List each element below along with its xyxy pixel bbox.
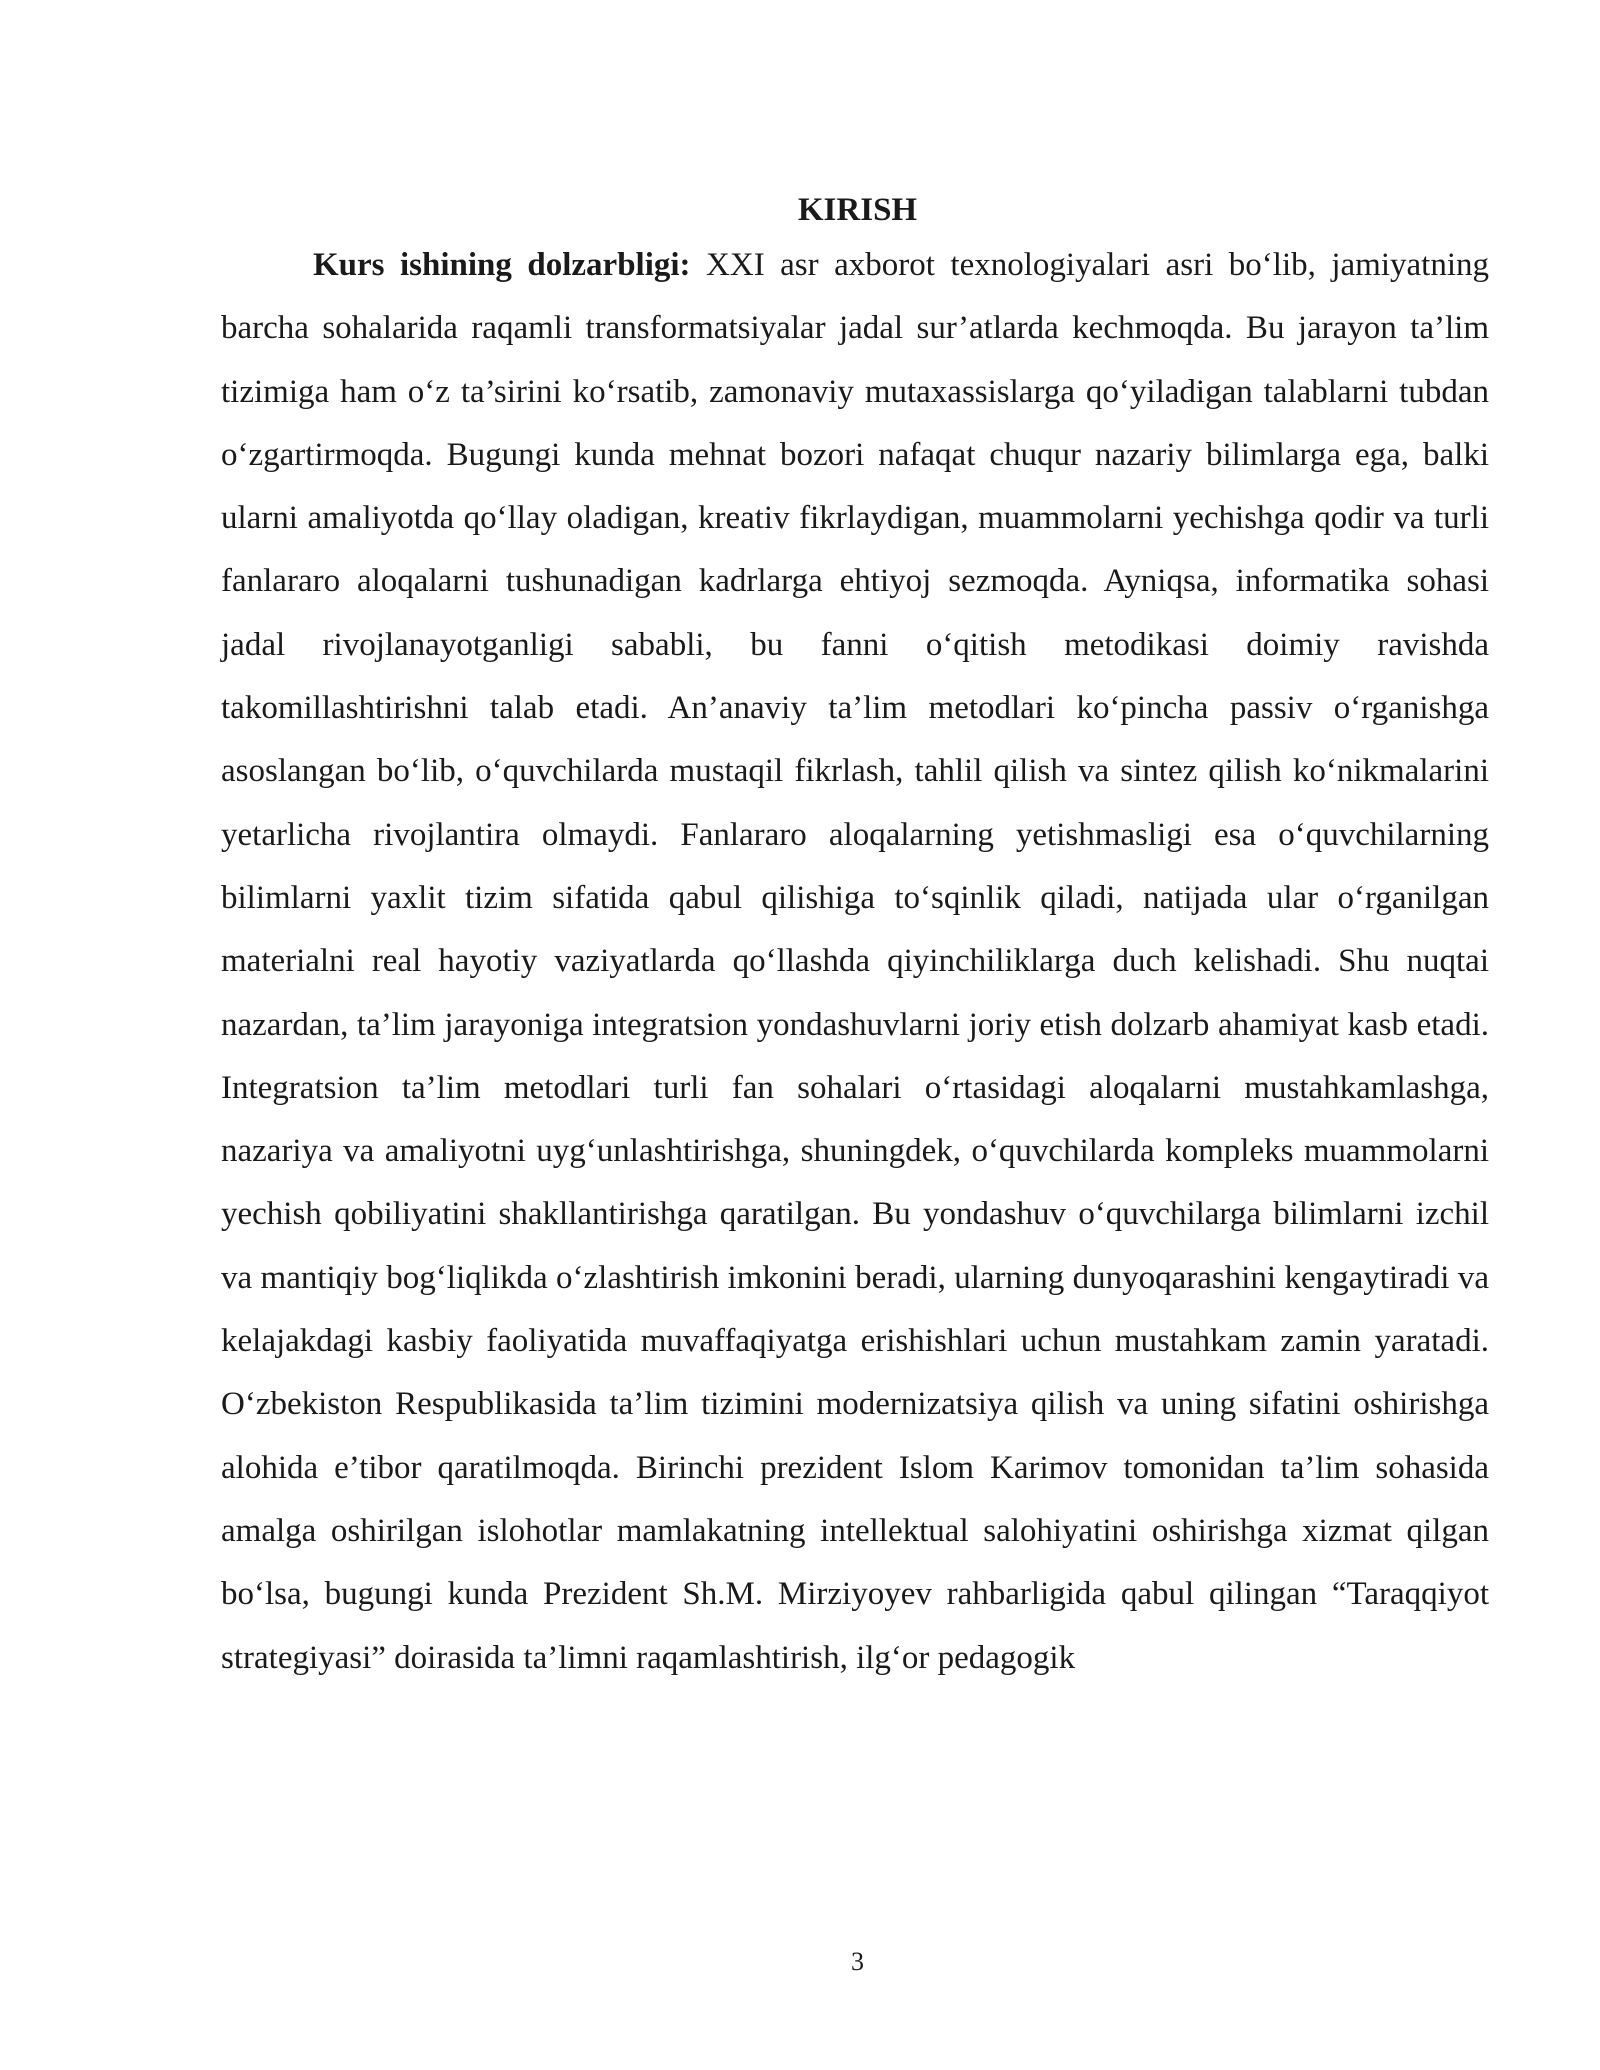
lead-label: Kurs ishining dolzarbligi: (313, 247, 691, 283)
page-number: 3 (851, 1947, 864, 1976)
paragraph-text: XXI asr axborot texnologiyalari asri bo‘lib, jamiyatning barcha sohalarida raqamli transformatsiyalar jadal sur’atlarda kechmoqda. Bu jarayon ta’lim tizimiga ham o‘z ta’sirini ko‘rsatib, zamonaviy mutaxassislarga qo‘yiladigan talablarni tubdan o‘zgartirmoqda. Bugungi kunda mehnat bozori nafaqat chuqur nazariy bilimlarga ega, balki ularni amaliyotda qo‘llay oladigan, kreativ fikrlaydigan, muammolarni yechishga qodir va turli fanlararo aloqalarni tushunadigan kadrlarga ehtiyoj sezmoqda. Ayniqsa, informatika sohasi jadal rivojlanayotganligi sababli, bu fanni o‘qitish metodikasi doimiy ravishda takomillashtirishni talab etadi. An’anaviy ta’lim metodlari ko‘pincha passiv o‘rganishga asoslangan bo‘lib, o‘quvchilarda mustaqil fikrlash, tahlil qilish va sintez qilish ko‘nikmalarini yetarlicha rivojlantira olmaydi. Fanlararo aloqalarning yetishmasligi esa o‘quvchilarning bilimlarni yaxlit tizim sifatida qabul qilishiga to‘sqinlik qiladi, natijada ular o‘rganilgan materialni real hayotiy vaziyatlarda qo‘llashda qiyinchiliklarga duch kelishadi. Shu nuqtai nazardan, ta’lim jarayoniga integratsion yondashuvlarni joriy etish dolzarb ahamiyat kasb etadi. Integratsion ta’lim metodlari turli fan sohalari o‘rtasidagi aloqalarni mustahkamlashga, nazariya va amaliyotni uyg‘unlashtirishga, shuningdek, o‘quvchilarda kompleks muammolarni yechish qobiliyatini shakllantirishga qaratilgan. Bu yondashuv o‘quvchilarga bilimlarni izchil va mantiqiy bog‘liqlikda o‘zlashtirish imkonini beradi, ularning dunyoqarashini kengaytiradi va kelajakdagi kasbiy faoliyatida muvaffaqiyatga erishishlari uchun mustahkam zamin yaratadi. O‘zbekiston Respublikasida ta’lim tizimini modernizatsiya qilish va uning sifatini oshirishga alohida e’tibor qaratilmoqda. Birinchi prezident Islom Karimov tomonidan ta’lim sohasida amalga oshirilgan islohotlar mamlakatning intellektual salohiyatini oshirishga xizmat qilgan bo‘lsa, bugungi kunda Prezident Sh.M. Mirziyoyev rahbarligida qabul qilingan “Taraqqiyot strategiyasi” doirasida ta’limni raqamlashtirish, ilg‘or pedagogik (221, 247, 1489, 1676)
section-heading: KIRISH (797, 192, 918, 228)
body-paragraph (221, 234, 1489, 1690)
